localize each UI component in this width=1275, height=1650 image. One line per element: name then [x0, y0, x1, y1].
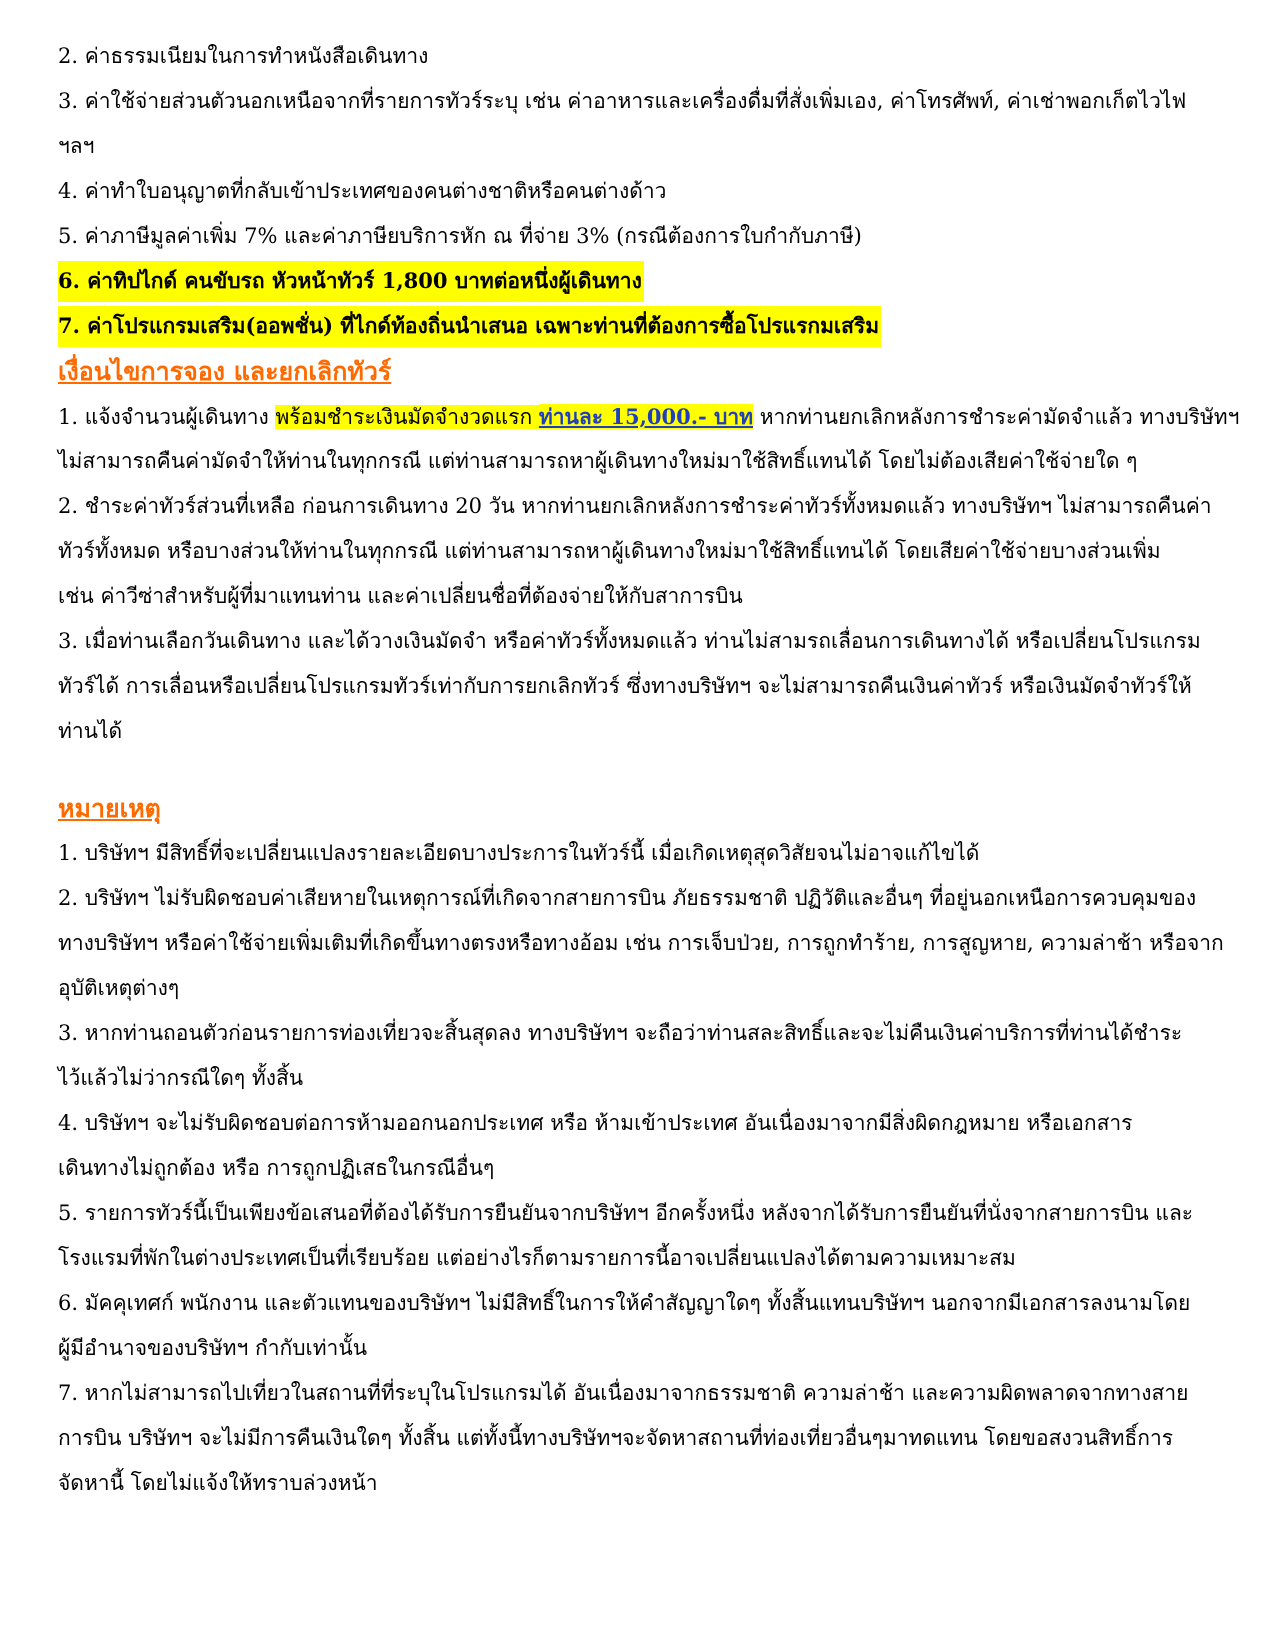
- excluded-fees-list: [58, 34, 1218, 349]
- list-item: 4. บริษัทฯ จะไม่รับผิดชอบต่อการห้ามออกนอกประเทศ หรือ ห้ามเข้าประเทศ อันเนื่องมาจากมีสิ่งผิดกฎหมาย หรือเอกสาร: [58, 1111, 1133, 1135]
- list-item: 5. ค่าภาษีมูลค่าเพิ่ม 7% และค่าภาษียบริการหัก ณ ที่จ่าย 3% (กรณีต้องการใบกำกับภาษี): [58, 224, 862, 248]
- list-item: 2. ชำระค่าทัวร์ส่วนที่เหลือ ก่อนการเดินทาง 20 วัน หากท่านยกเลิกหลังการชำระค่าทัวร์ทั้งหมดแล้ว ทางบริษัทฯ ไม่สามารถคืนค่า: [58, 494, 1212, 518]
- list-item-continuation: ท่านได้: [58, 719, 123, 743]
- condition-text: 1. แจ้งจำนวนผู้เดินทาง: [58, 405, 276, 429]
- list-item: 2. ค่าธรรมเนียมในการทำหนังสือเดินทาง: [58, 44, 429, 68]
- section-spacer: [58, 754, 1218, 786]
- list-item: 3. เมื่อท่านเลือกวันเดินทาง และได้วางเงินมัดจำ หรือค่าทัวร์ทั้งหมดแล้ว ท่านไม่สามรถเลื่อนการเดินทางได้ หรือเปลี่ยนโปรแกรม: [58, 629, 1201, 653]
- booking-conditions-list: [58, 394, 1240, 754]
- list-item: 2. บริษัทฯ ไม่รับผิดชอบค่าเสียหายในเหตุการณ์ที่เกิดจากสายการบิน ภัยธรรมชาติ ปฏิวัติและอื่นๆ ที่อยู่นอกเหนือการควบคุมของ: [58, 886, 1197, 910]
- list-item-continuation: ไม่สามารถคืนค่ามัดจำให้ท่านในทุกกรณี แต่ท่านสามารถหาผู้เดินทางใหม่มาใช้สิทธิ์แทนได้ โดยไม่ต้องเสียค่าใช้จ่ายใด ๆ: [58, 449, 1138, 473]
- list-item: 1. บริษัทฯ มีสิทธิ์ที่จะเปลี่ยนแปลงรายละเอียดบางประการในทัวร์นี้ เมื่อเกิดเหตุสุดวิสัยจนไม่อาจแก้ไขได้: [58, 841, 980, 865]
- notes-list: [58, 831, 1224, 1506]
- list-item-highlighted: [58, 259, 1218, 304]
- list-item-continuation: ทางบริษัทฯ หรือค่าใช้จ่ายเพิ่มเติมที่เกิดขึ้นทางตรงหรือทางอ้อม เช่น การเจ็บป่วย, การถูกทำร้าย, การสูญหาย, ความล่าช้า หรือจาก: [58, 931, 1224, 955]
- list-item-continuation: เช่น ค่าวีซ่าสำหรับผู้ที่มาแทนท่าน และค่าเปลี่ยนชื่อที่ต้องจ่ายให้กับสาการบิน: [58, 584, 743, 608]
- booking-conditions-heading: เงื่อนไขการจอง และยกเลิกทัวร์: [58, 357, 392, 386]
- list-item: 6. มัคคุเทศก์ พนักงาน และตัวแทนของบริษัทฯ ไม่มีสิทธิ์ในการให้คำสัญญาใดๆ ทั้งสิ้นแทนบริษัทฯ นอกจากมีเอกสารลงนามโดย: [58, 1291, 1191, 1315]
- list-item: 4. ค่าทำใบอนุญาตที่กลับเข้าประเทศของคนต่างชาติหรือคนต่างด้าว: [58, 179, 667, 203]
- list-item-continuation: เดินทางไม่ถูกต้อง หรือ การถูกปฏิเสธในกรณีอื่นๆ: [58, 1156, 495, 1180]
- list-item-continuation: ทัวร์ทั้งหมด หรือบางส่วนให้ท่านในทุกกรณี แต่ท่านสามารถหาผู้เดินทางใหม่มาใช้สิทธิ์แทนได้ โดยเสียค่าใช้จ่ายบางส่วนเพิ่ม: [58, 539, 1161, 563]
- list-item-continuation: จัดหานี้ โดยไม่แจ้งให้ทราบล่วงหน้า: [58, 1471, 378, 1495]
- list-item-highlighted: [58, 304, 1218, 349]
- list-item-continuation: โรงแรมที่พักในต่างประเทศเป็นที่เรียบร้อย แต่อย่างไรก็ตามรายการนี้อาจเปลี่ยนแปลงได้ตามความเหมาะสม: [58, 1246, 1016, 1270]
- list-item-continuation: ฯลฯ: [58, 134, 95, 158]
- list-item: 3. ค่าใช้จ่ายส่วนตัวนอกเหนือจากที่รายการทัวร์ระบุ เช่น ค่าอาหารและเครื่องดื่มที่สั่งเพิ่มเอง, ค่าโทรศัพท์, ค่าเช่าพอกเก็ตไวไฟ: [58, 89, 1187, 113]
- list-item-continuation: อุบัติเหตุต่างๆ: [58, 976, 180, 1000]
- list-item: 7. หากไม่สามารถไปเที่ยวในสถานที่ที่ระบุในโปรแกรมได้ อันเนื่องมาจากธรรมชาติ ความล่าช้า และความผิดพลาดจากทางสาย: [58, 1381, 1189, 1405]
- list-item: 3. หากท่านถอนตัวก่อนรายการท่องเที่ยวจะสิ้นสุดลง ทางบริษัทฯ จะถือว่าท่านสละสิทธิ์และจะไม่คืนเงินค่าบริการที่ท่านได้ชำระ: [58, 1021, 1183, 1045]
- list-item-continuation: ทัวร์ได้ การเลื่อนหรือเปลี่ยนโปรแกรมทัวร์เท่ากับการยกเลิกทัวร์ ซึ่งทางบริษัทฯ จะไม่สามารถคืนเงินค่าทัวร์ หรือเงินมัดจำทัวร์ให้: [58, 674, 1192, 698]
- optional-program-highlight: 7. ค่าโปรแกรมเสริม(ออพชั่น) ที่ไกด์ท้องถิ่นนำเสนอ เฉพาะท่านที่ต้องการซื้อโปรแรกมเสริม: [58, 306, 881, 347]
- list-item-continuation: การบิน บริษัทฯ จะไม่มีการคืนเงินใดๆ ทั้งสิ้น แต่ทั้งนี้ทางบริษัทฯจะจัดหาสถานที่ท่องเที่ยวอื่นๆมาทดแทน โดยขอสงวนสิทธิ์การ: [58, 1426, 1174, 1450]
- deposit-highlight: พร้อมชำระเงินมัดจำงวดแรก: [275, 405, 539, 429]
- list-item-continuation: ไว้แล้วไม่ว่ากรณีใดๆ ทั้งสิ้น: [58, 1066, 304, 1090]
- list-item-continuation: ผู้มีอำนาจของบริษัทฯ กำกับเท่านั้น: [58, 1336, 368, 1360]
- list-item: [58, 394, 1240, 439]
- document-page: [58, 34, 1240, 1506]
- notes-heading: หมายเหตุ: [58, 794, 161, 823]
- tip-fee-highlight: 6. ค่าทิปไกด์ คนขับรถ หัวหน้าทัวร์ 1,800 บาทต่อหนึ่งผู้เดินทาง: [58, 261, 644, 302]
- list-item: 5. รายการทัวร์นี้เป็นเพียงข้อเสนอที่ต้องได้รับการยืนยันจากบริษัทฯ อีกครั้งหนึ่ง หลังจากได้รับการยืนยันที่นั่งจากสายการบิน และ: [58, 1201, 1194, 1225]
- condition-text: หากท่านยกเลิกหลังการชำระค่ามัดจำแล้ว ทางบริษัทฯ: [753, 405, 1240, 429]
- deposit-amount-link[interactable]: ท่านละ 15,000.- บาท: [538, 404, 754, 429]
